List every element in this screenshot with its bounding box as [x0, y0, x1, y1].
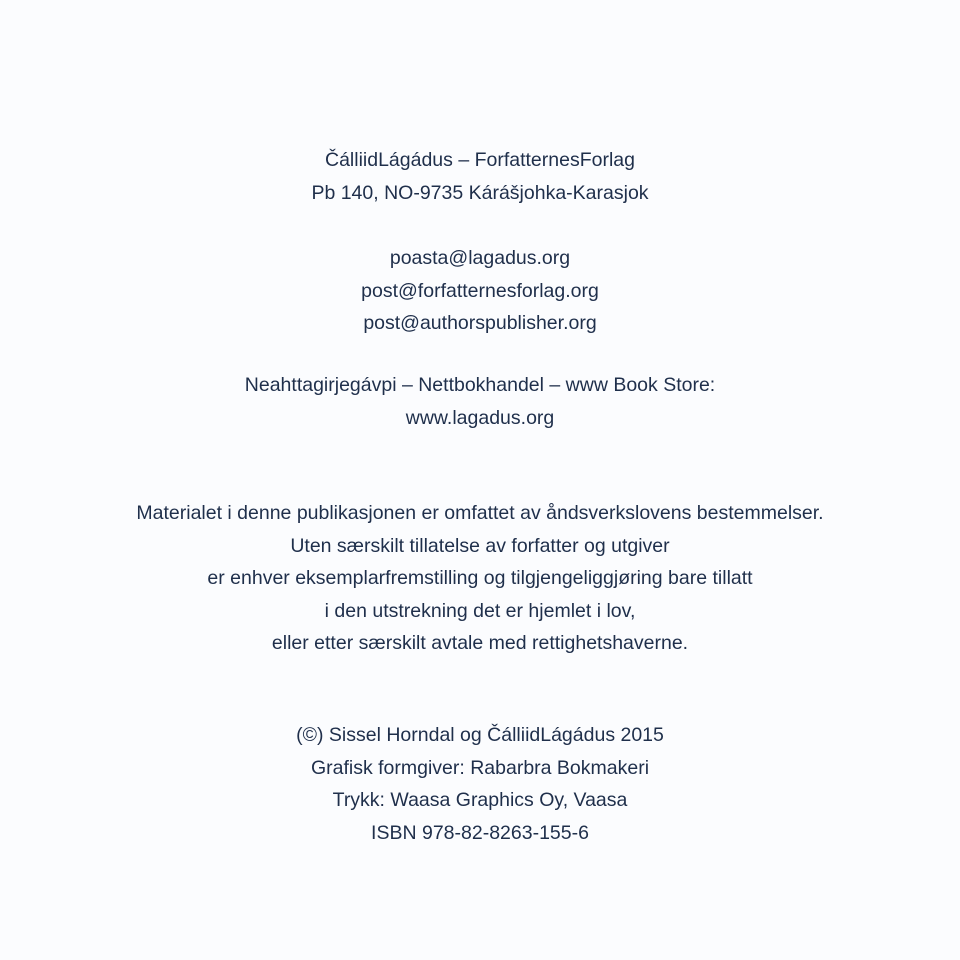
notice-line: er enhver eksemplarfremstilling og tilgjengeliggjøring bare tillatt — [207, 567, 753, 589]
email-english: post@authorspublisher.org — [363, 312, 597, 334]
email-norwegian: post@forfatternesforlag.org — [361, 279, 599, 302]
printer-line: Trykk: Waasa Graphics Oy, Vaasa — [332, 789, 628, 811]
copyright-line: (©) Sissel Horndal og ČálliidLágádus 2015 — [296, 724, 664, 746]
designer-line: Grafisk formgiver: Rabarbra Bokmakeri — [310, 756, 650, 779]
publisher-name: ČálliidLágádus – ForfatternesForlag — [324, 149, 635, 171]
publisher-address: Pb 140, NO-9735 Kárášjohka-Karasjok — [311, 181, 649, 204]
isbn-line: ISBN 978-82-8263-155-6 — [371, 821, 589, 844]
credits-block — [0, 719, 960, 849]
email-block — [0, 242, 960, 340]
bookstore-label: Neahttagirjegávpi – Nettbokhandel – www Book Store: — [244, 374, 716, 396]
notice-line: i den utstrekning det er hjemlet i lov, — [324, 599, 636, 622]
copyright-notice — [0, 497, 960, 660]
notice-line: Materialet i denne publikasjonen er omfattet av åndsverkslovens bestemmelser. — [136, 502, 824, 524]
bookstore-block — [0, 369, 960, 434]
bookstore-url: www.lagadus.org — [405, 406, 555, 429]
notice-line: eller etter særskilt avtale med rettighetshaverne. — [271, 632, 689, 654]
email-sami: poasta@lagadus.org — [389, 247, 571, 269]
publisher-block — [0, 144, 960, 209]
notice-line: Uten særskilt tillatelse av forfatter og utgiver — [290, 534, 670, 557]
